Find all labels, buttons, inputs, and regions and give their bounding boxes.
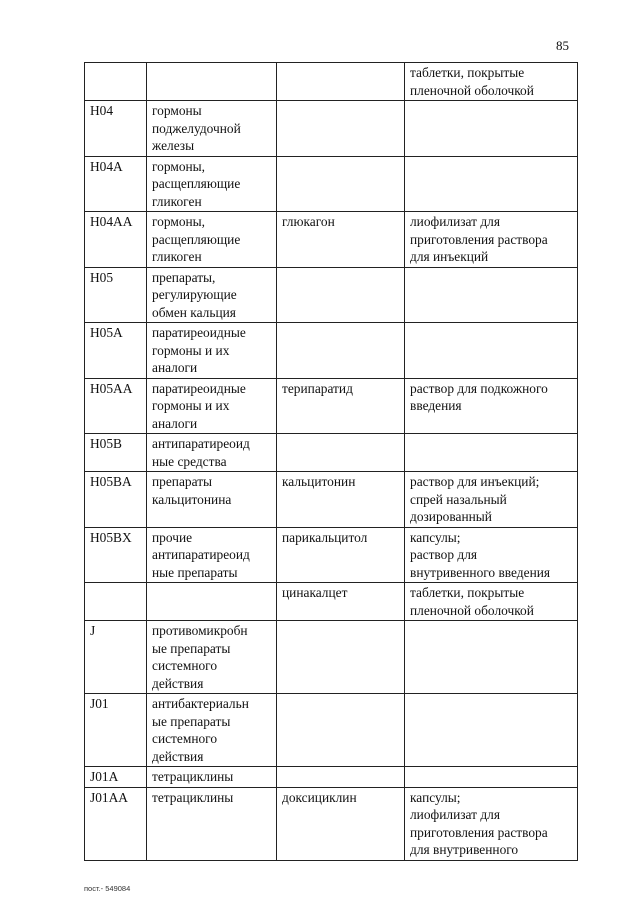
dosage-form-cell: лиофилизат для приготовления раствора для инъекций: [405, 212, 578, 268]
dosage-form-cell: таблетки, покрытые пленочной оболочкой: [405, 63, 578, 101]
drug-name-cell: [277, 63, 405, 101]
anatomical-group-cell: прочие антипаратиреоид ные препараты: [147, 527, 277, 583]
anatomical-group-cell: [147, 63, 277, 101]
dosage-form-cell: таблетки, покрытые пленочной оболочкой: [405, 583, 578, 621]
dosage-form-cell: [405, 694, 578, 767]
atc-code-cell: J01AA: [85, 787, 147, 860]
dosage-form-cell: раствор для подкожного введения: [405, 378, 578, 434]
dosage-form-cell: [405, 767, 578, 788]
drug-name-cell: [277, 434, 405, 472]
atc-code-cell: H05AA: [85, 378, 147, 434]
table-row: [85, 101, 578, 157]
dosage-form-cell: [405, 434, 578, 472]
table-row: [85, 63, 578, 101]
anatomical-group-cell: паратиреоидные гормоны и их аналоги: [147, 323, 277, 379]
table-row: [85, 694, 578, 767]
footer-document-code: пост.- 549084: [84, 884, 131, 893]
table-row: [85, 787, 578, 860]
dosage-form-cell: [405, 323, 578, 379]
drug-name-cell: цинакалцет: [277, 583, 405, 621]
anatomical-group-cell: противомикробн ые препараты системного действия: [147, 621, 277, 694]
anatomical-group-cell: [147, 583, 277, 621]
page-number: 85: [556, 38, 569, 53]
drug-name-cell: [277, 694, 405, 767]
dosage-form-cell: раствор для инъекций; спрей назальный дозированный: [405, 472, 578, 528]
anatomical-group-cell: гормоны, расщепляющие гликоген: [147, 212, 277, 268]
drug-name-cell: [277, 323, 405, 379]
drug-name-cell: [277, 621, 405, 694]
anatomical-group-cell: антибактериальн ые препараты системного действия: [147, 694, 277, 767]
table-row: [85, 472, 578, 528]
atc-code-cell: J01A: [85, 767, 147, 788]
anatomical-group-cell: препараты, регулирующие обмен кальция: [147, 267, 277, 323]
atc-code-cell: H05BX: [85, 527, 147, 583]
table-row: [85, 378, 578, 434]
atc-code-cell: [85, 63, 147, 101]
anatomical-group-cell: антипаратиреоид ные средства: [147, 434, 277, 472]
table-body: [85, 63, 578, 861]
table-row: [85, 323, 578, 379]
atc-code-cell: H04AA: [85, 212, 147, 268]
anatomical-group-cell: препараты кальцитонина: [147, 472, 277, 528]
anatomical-group-cell: тетрациклины: [147, 767, 277, 788]
dosage-form-cell: [405, 621, 578, 694]
atc-code-cell: J: [85, 621, 147, 694]
table-row: [85, 527, 578, 583]
atc-code-cell: H05B: [85, 434, 147, 472]
drug-name-cell: парикальцитол: [277, 527, 405, 583]
atc-code-cell: H05BA: [85, 472, 147, 528]
drug-name-cell: [277, 267, 405, 323]
table-row: [85, 156, 578, 212]
table-row: [85, 212, 578, 268]
atc-code-cell: J01: [85, 694, 147, 767]
drug-name-cell: [277, 156, 405, 212]
table-row: [85, 583, 578, 621]
dosage-form-cell: капсулы; раствор для внутривенного введения: [405, 527, 578, 583]
drug-name-cell: [277, 767, 405, 788]
atc-code-cell: [85, 583, 147, 621]
drug-classification-table: [84, 62, 578, 861]
table-row: [85, 767, 578, 788]
dosage-form-cell: [405, 101, 578, 157]
atc-code-cell: H05A: [85, 323, 147, 379]
table-row: [85, 434, 578, 472]
drug-name-cell: [277, 101, 405, 157]
atc-code-cell: H04A: [85, 156, 147, 212]
dosage-form-cell: [405, 267, 578, 323]
atc-code-cell: H05: [85, 267, 147, 323]
drug-name-cell: терипаратид: [277, 378, 405, 434]
dosage-form-cell: [405, 156, 578, 212]
drug-name-cell: доксициклин: [277, 787, 405, 860]
table-row: [85, 621, 578, 694]
anatomical-group-cell: гормоны, расщепляющие гликоген: [147, 156, 277, 212]
atc-code-cell: H04: [85, 101, 147, 157]
table-row: [85, 267, 578, 323]
drug-name-cell: кальцитонин: [277, 472, 405, 528]
anatomical-group-cell: тетрациклины: [147, 787, 277, 860]
drug-name-cell: глюкагон: [277, 212, 405, 268]
anatomical-group-cell: гормоны поджелудочной железы: [147, 101, 277, 157]
dosage-form-cell: капсулы; лиофилизат для приготовления раствора для внутривенного: [405, 787, 578, 860]
anatomical-group-cell: паратиреоидные гормоны и их аналоги: [147, 378, 277, 434]
